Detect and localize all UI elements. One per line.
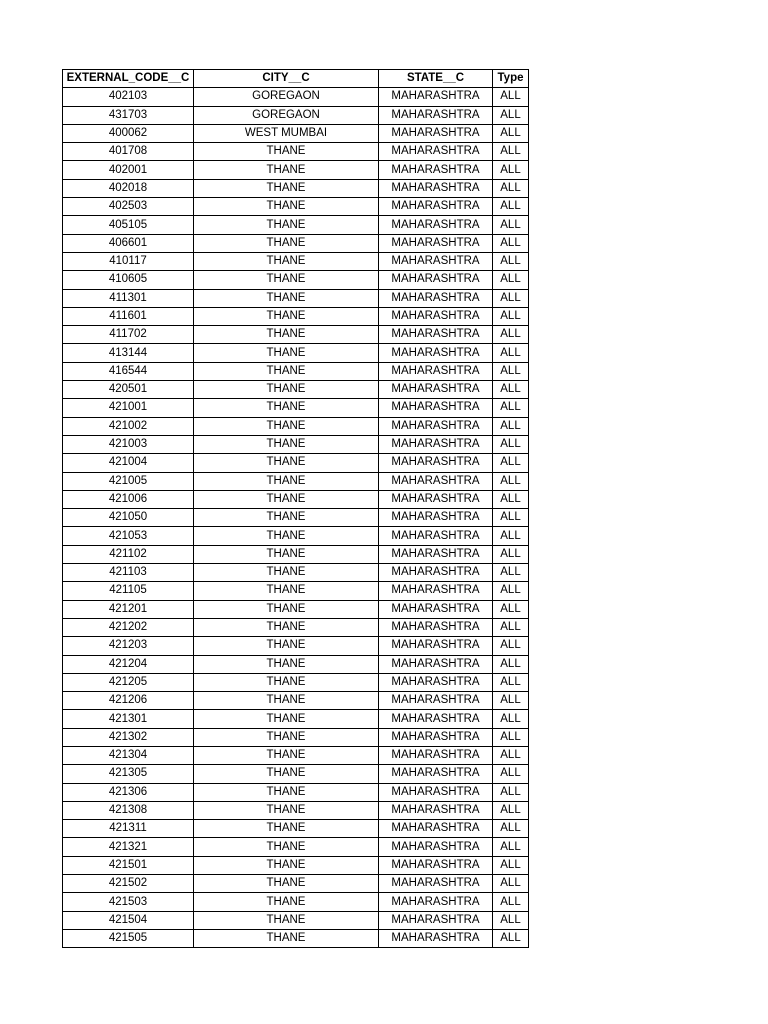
cell-city: THANE <box>194 783 379 801</box>
table-row <box>63 637 529 655</box>
cell-external-code: 421203 <box>63 637 194 655</box>
cell-state: MAHARASHTRA <box>379 179 493 197</box>
cell-city: THANE <box>194 472 379 490</box>
table-row <box>63 655 529 673</box>
cell-city: WEST MUMBAI <box>194 124 379 142</box>
cell-state: MAHARASHTRA <box>379 88 493 106</box>
cell-external-code: 402103 <box>63 88 194 106</box>
cell-city: THANE <box>194 582 379 600</box>
cell-external-code: 421102 <box>63 545 194 563</box>
table-row <box>63 929 529 947</box>
table-row <box>63 673 529 691</box>
cell-state: MAHARASHTRA <box>379 710 493 728</box>
cell-type: ALL <box>493 124 529 142</box>
cell-state: MAHARASHTRA <box>379 692 493 710</box>
cell-type: ALL <box>493 527 529 545</box>
cell-state: MAHARASHTRA <box>379 490 493 508</box>
cell-state: MAHARASHTRA <box>379 801 493 819</box>
table-row <box>63 289 529 307</box>
cell-state: MAHARASHTRA <box>379 472 493 490</box>
header-type: Type <box>493 70 529 88</box>
header-row <box>63 70 529 88</box>
cell-external-code: 421304 <box>63 746 194 764</box>
cell-type: ALL <box>493 618 529 636</box>
cell-external-code: 402503 <box>63 198 194 216</box>
table-row <box>63 838 529 856</box>
table-row <box>63 490 529 508</box>
cell-city: THANE <box>194 490 379 508</box>
cell-external-code: 421202 <box>63 618 194 636</box>
cell-external-code: 421305 <box>63 765 194 783</box>
table-body <box>63 88 529 948</box>
cell-type: ALL <box>493 326 529 344</box>
cell-state: MAHARASHTRA <box>379 381 493 399</box>
cell-state: MAHARASHTRA <box>379 728 493 746</box>
cell-external-code: 405105 <box>63 216 194 234</box>
cell-state: MAHARASHTRA <box>379 564 493 582</box>
cell-external-code: 411702 <box>63 326 194 344</box>
cell-external-code: 410117 <box>63 252 194 270</box>
cell-city: THANE <box>194 545 379 563</box>
cell-state: MAHARASHTRA <box>379 582 493 600</box>
header-external-code: EXTERNAL_CODE__C <box>63 70 194 88</box>
cell-external-code: 400062 <box>63 124 194 142</box>
cell-external-code: 421301 <box>63 710 194 728</box>
cell-type: ALL <box>493 710 529 728</box>
cell-external-code: 421205 <box>63 673 194 691</box>
cell-type: ALL <box>493 655 529 673</box>
cell-type: ALL <box>493 637 529 655</box>
cell-city: THANE <box>194 179 379 197</box>
cell-state: MAHARASHTRA <box>379 435 493 453</box>
cell-city: THANE <box>194 252 379 270</box>
table-row <box>63 252 529 270</box>
cell-state: MAHARASHTRA <box>379 106 493 124</box>
cell-state: MAHARASHTRA <box>379 344 493 362</box>
cell-state: MAHARASHTRA <box>379 161 493 179</box>
cell-state: MAHARASHTRA <box>379 637 493 655</box>
cell-external-code: 421311 <box>63 820 194 838</box>
cell-external-code: 421503 <box>63 893 194 911</box>
cell-external-code: 420501 <box>63 381 194 399</box>
table-row <box>63 381 529 399</box>
table-row <box>63 710 529 728</box>
cell-external-code: 421006 <box>63 490 194 508</box>
cell-city: THANE <box>194 161 379 179</box>
cell-city: THANE <box>194 728 379 746</box>
cell-external-code: 421308 <box>63 801 194 819</box>
cell-state: MAHARASHTRA <box>379 600 493 618</box>
cell-type: ALL <box>493 454 529 472</box>
cell-state: MAHARASHTRA <box>379 289 493 307</box>
cell-type: ALL <box>493 820 529 838</box>
cell-state: MAHARASHTRA <box>379 929 493 947</box>
table-row <box>63 911 529 929</box>
cell-state: MAHARASHTRA <box>379 911 493 929</box>
table-row <box>63 234 529 252</box>
cell-city: THANE <box>194 893 379 911</box>
table-row <box>63 344 529 362</box>
table-row <box>63 124 529 142</box>
table-row <box>63 472 529 490</box>
table-row <box>63 399 529 417</box>
cell-city: THANE <box>194 271 379 289</box>
cell-state: MAHARASHTRA <box>379 252 493 270</box>
cell-external-code: 421505 <box>63 929 194 947</box>
cell-type: ALL <box>493 801 529 819</box>
cell-external-code: 411301 <box>63 289 194 307</box>
cell-city: THANE <box>194 454 379 472</box>
cell-external-code: 421206 <box>63 692 194 710</box>
cell-external-code: 421501 <box>63 856 194 874</box>
cell-city: THANE <box>194 289 379 307</box>
cell-state: MAHARASHTRA <box>379 673 493 691</box>
cell-type: ALL <box>493 783 529 801</box>
cell-city: THANE <box>194 637 379 655</box>
cell-type: ALL <box>493 307 529 325</box>
cell-city: THANE <box>194 143 379 161</box>
table-row <box>63 362 529 380</box>
cell-external-code: 421204 <box>63 655 194 673</box>
cell-city: THANE <box>194 216 379 234</box>
cell-external-code: 421201 <box>63 600 194 618</box>
cell-state: MAHARASHTRA <box>379 618 493 636</box>
cell-state: MAHARASHTRA <box>379 893 493 911</box>
cell-city: THANE <box>194 820 379 838</box>
cell-type: ALL <box>493 161 529 179</box>
cell-external-code: 421005 <box>63 472 194 490</box>
pincode-table <box>62 69 529 948</box>
header-state: STATE__C <box>379 70 493 88</box>
cell-type: ALL <box>493 838 529 856</box>
cell-type: ALL <box>493 545 529 563</box>
table-row <box>63 527 529 545</box>
cell-type: ALL <box>493 728 529 746</box>
table-row <box>63 783 529 801</box>
cell-external-code: 402018 <box>63 179 194 197</box>
table-row <box>63 198 529 216</box>
cell-state: MAHARASHTRA <box>379 124 493 142</box>
cell-type: ALL <box>493 198 529 216</box>
cell-state: MAHARASHTRA <box>379 856 493 874</box>
cell-external-code: 421321 <box>63 838 194 856</box>
cell-type: ALL <box>493 271 529 289</box>
table-row <box>63 564 529 582</box>
cell-type: ALL <box>493 106 529 124</box>
cell-type: ALL <box>493 417 529 435</box>
cell-type: ALL <box>493 435 529 453</box>
cell-state: MAHARASHTRA <box>379 454 493 472</box>
cell-type: ALL <box>493 856 529 874</box>
cell-city: THANE <box>194 856 379 874</box>
table-row <box>63 765 529 783</box>
cell-city: THANE <box>194 417 379 435</box>
cell-type: ALL <box>493 875 529 893</box>
cell-type: ALL <box>493 381 529 399</box>
table-row <box>63 454 529 472</box>
cell-state: MAHARASHTRA <box>379 655 493 673</box>
cell-external-code: 421053 <box>63 527 194 545</box>
table-row <box>63 728 529 746</box>
cell-type: ALL <box>493 564 529 582</box>
cell-city: THANE <box>194 326 379 344</box>
cell-external-code: 413144 <box>63 344 194 362</box>
table-row <box>63 600 529 618</box>
header-city: CITY__C <box>194 70 379 88</box>
table-row <box>63 820 529 838</box>
cell-city: THANE <box>194 307 379 325</box>
cell-external-code: 421004 <box>63 454 194 472</box>
cell-city: THANE <box>194 234 379 252</box>
cell-type: ALL <box>493 344 529 362</box>
table-row <box>63 582 529 600</box>
cell-city: THANE <box>194 362 379 380</box>
cell-city: THANE <box>194 381 379 399</box>
cell-state: MAHARASHTRA <box>379 234 493 252</box>
cell-type: ALL <box>493 746 529 764</box>
cell-external-code: 421001 <box>63 399 194 417</box>
table-row <box>63 875 529 893</box>
cell-state: MAHARASHTRA <box>379 307 493 325</box>
cell-type: ALL <box>493 88 529 106</box>
cell-city: THANE <box>194 765 379 783</box>
cell-external-code: 421002 <box>63 417 194 435</box>
cell-city: THANE <box>194 801 379 819</box>
cell-state: MAHARASHTRA <box>379 271 493 289</box>
cell-type: ALL <box>493 929 529 947</box>
cell-external-code: 411601 <box>63 307 194 325</box>
table-row <box>63 161 529 179</box>
cell-external-code: 431703 <box>63 106 194 124</box>
table-row <box>63 216 529 234</box>
cell-external-code: 421003 <box>63 435 194 453</box>
cell-type: ALL <box>493 234 529 252</box>
document-sheet <box>62 69 529 948</box>
cell-city: THANE <box>194 399 379 417</box>
cell-type: ALL <box>493 911 529 929</box>
table-row <box>63 271 529 289</box>
cell-city: THANE <box>194 344 379 362</box>
table-row <box>63 618 529 636</box>
cell-type: ALL <box>493 765 529 783</box>
cell-type: ALL <box>493 600 529 618</box>
table-row <box>63 435 529 453</box>
cell-type: ALL <box>493 399 529 417</box>
cell-external-code: 410605 <box>63 271 194 289</box>
cell-city: THANE <box>194 655 379 673</box>
table-header <box>63 70 529 88</box>
cell-type: ALL <box>493 472 529 490</box>
cell-external-code: 406601 <box>63 234 194 252</box>
cell-state: MAHARASHTRA <box>379 746 493 764</box>
cell-city: THANE <box>194 618 379 636</box>
cell-type: ALL <box>493 143 529 161</box>
cell-city: THANE <box>194 509 379 527</box>
cell-state: MAHARASHTRA <box>379 527 493 545</box>
cell-city: THANE <box>194 929 379 947</box>
cell-state: MAHARASHTRA <box>379 509 493 527</box>
table-row <box>63 179 529 197</box>
table-row <box>63 746 529 764</box>
table-row <box>63 106 529 124</box>
cell-city: THANE <box>194 838 379 856</box>
cell-type: ALL <box>493 673 529 691</box>
cell-external-code: 416544 <box>63 362 194 380</box>
cell-city: THANE <box>194 564 379 582</box>
cell-type: ALL <box>493 893 529 911</box>
cell-state: MAHARASHTRA <box>379 362 493 380</box>
cell-state: MAHARASHTRA <box>379 820 493 838</box>
cell-state: MAHARASHTRA <box>379 875 493 893</box>
cell-city: GOREGAON <box>194 88 379 106</box>
cell-city: THANE <box>194 692 379 710</box>
cell-city: THANE <box>194 673 379 691</box>
cell-city: THANE <box>194 875 379 893</box>
table-row <box>63 893 529 911</box>
cell-state: MAHARASHTRA <box>379 216 493 234</box>
cell-state: MAHARASHTRA <box>379 783 493 801</box>
table-row <box>63 417 529 435</box>
table-row <box>63 545 529 563</box>
cell-city: THANE <box>194 746 379 764</box>
table-row <box>63 307 529 325</box>
cell-external-code: 401708 <box>63 143 194 161</box>
cell-external-code: 421306 <box>63 783 194 801</box>
cell-external-code: 421050 <box>63 509 194 527</box>
table-row <box>63 692 529 710</box>
cell-state: MAHARASHTRA <box>379 765 493 783</box>
cell-external-code: 421103 <box>63 564 194 582</box>
cell-city: THANE <box>194 710 379 728</box>
cell-external-code: 421105 <box>63 582 194 600</box>
cell-type: ALL <box>493 692 529 710</box>
cell-city: THANE <box>194 435 379 453</box>
cell-city: THANE <box>194 911 379 929</box>
table-row <box>63 88 529 106</box>
cell-type: ALL <box>493 252 529 270</box>
table-row <box>63 143 529 161</box>
cell-city: THANE <box>194 198 379 216</box>
cell-state: MAHARASHTRA <box>379 399 493 417</box>
cell-external-code: 402001 <box>63 161 194 179</box>
cell-state: MAHARASHTRA <box>379 545 493 563</box>
cell-city: THANE <box>194 527 379 545</box>
cell-state: MAHARASHTRA <box>379 326 493 344</box>
cell-external-code: 421502 <box>63 875 194 893</box>
cell-external-code: 421302 <box>63 728 194 746</box>
cell-type: ALL <box>493 509 529 527</box>
cell-state: MAHARASHTRA <box>379 417 493 435</box>
cell-type: ALL <box>493 179 529 197</box>
cell-city: THANE <box>194 600 379 618</box>
cell-state: MAHARASHTRA <box>379 198 493 216</box>
cell-city: GOREGAON <box>194 106 379 124</box>
table-row <box>63 801 529 819</box>
cell-type: ALL <box>493 216 529 234</box>
cell-type: ALL <box>493 582 529 600</box>
table-row <box>63 509 529 527</box>
cell-type: ALL <box>493 490 529 508</box>
cell-state: MAHARASHTRA <box>379 838 493 856</box>
cell-type: ALL <box>493 289 529 307</box>
table-row <box>63 856 529 874</box>
cell-state: MAHARASHTRA <box>379 143 493 161</box>
cell-type: ALL <box>493 362 529 380</box>
cell-external-code: 421504 <box>63 911 194 929</box>
table-row <box>63 326 529 344</box>
